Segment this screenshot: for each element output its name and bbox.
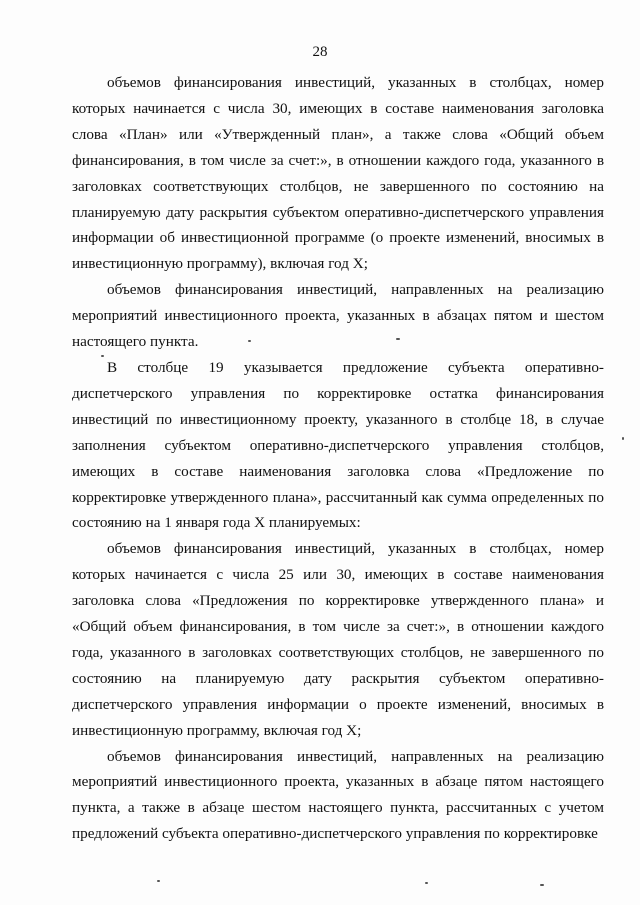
- scan-speck: [540, 884, 544, 886]
- document-body: [72, 70, 604, 847]
- scan-speck: [101, 355, 104, 357]
- paragraph-1: объемов финансирования инвестиций, указанных в столбцах, номер которых начинается с числа 30, имеющих в составе наименования заголовка слова «План» или «Утвержденный план», а также слова «Общий объем финансирования, в том числе за счет:», в отношении каждого года, указанного в заголовках соответствующих столбцов, не завершенного по состоянию на планируемую дату раскрытия субъектом оперативно-диспетчерского управления информации об инвестиционной программе (о проекте изменений, вносимых в инвестиционную программу), включая год X;: [72, 74, 604, 273]
- scan-speck: [425, 882, 428, 884]
- paragraph-5: объемов финансирования инвестиций, направленных на реализацию мероприятий инвестиционного проекта, указанных в абзаце пятом настоящего пункта, а также в абзаце шестом настоящего пункта, рассчитанных с учетом предложений субъекта оперативно-диспетчерского управления по корректировке: [72, 747, 604, 843]
- paragraph-3: В столбце 19 указывается предложение субъекта оперативно-диспетчерского управления по корректировке остатка финансирования инвестиций по инвестиционному проекту, указанного в столбце 18, в случае заполнения субъектом оперативно-диспетчерского управления столбцов, имеющих в составе наименования заголовка слова «Предложение по корректировке утвержденного плана», рассчитанный как сумма определенных по состоянию на 1 января года X планируемых:: [72, 358, 604, 532]
- scan-speck: [396, 338, 400, 340]
- scan-speck: [248, 340, 251, 342]
- paragraph-2: объемов финансирования инвестиций, направленных на реализацию мероприятий инвестиционного проекта, указанных в абзацах пятом и шестом настоящего пункта.: [72, 281, 604, 351]
- scan-speck: [622, 437, 624, 440]
- paragraph-4: объемов финансирования инвестиций, указанных в столбцах, номер которых начинается с числа 25 или 30, имеющих в составе наименования заголовка слова «Предложения по корректировке утвержденного плана» и «Общий объем финансирования, в том числе за счет:», в отношении каждого года, указанного в заголовках соответствующих столбцов, не завершенного по состоянию на планируемую дату раскрытия субъектом оперативно-диспетчерского управления информации о проекте изменений, вносимых в инвестиционную программу, включая год X;: [72, 540, 604, 739]
- scan-speck: [157, 880, 160, 882]
- page-number: 28: [312, 44, 328, 60]
